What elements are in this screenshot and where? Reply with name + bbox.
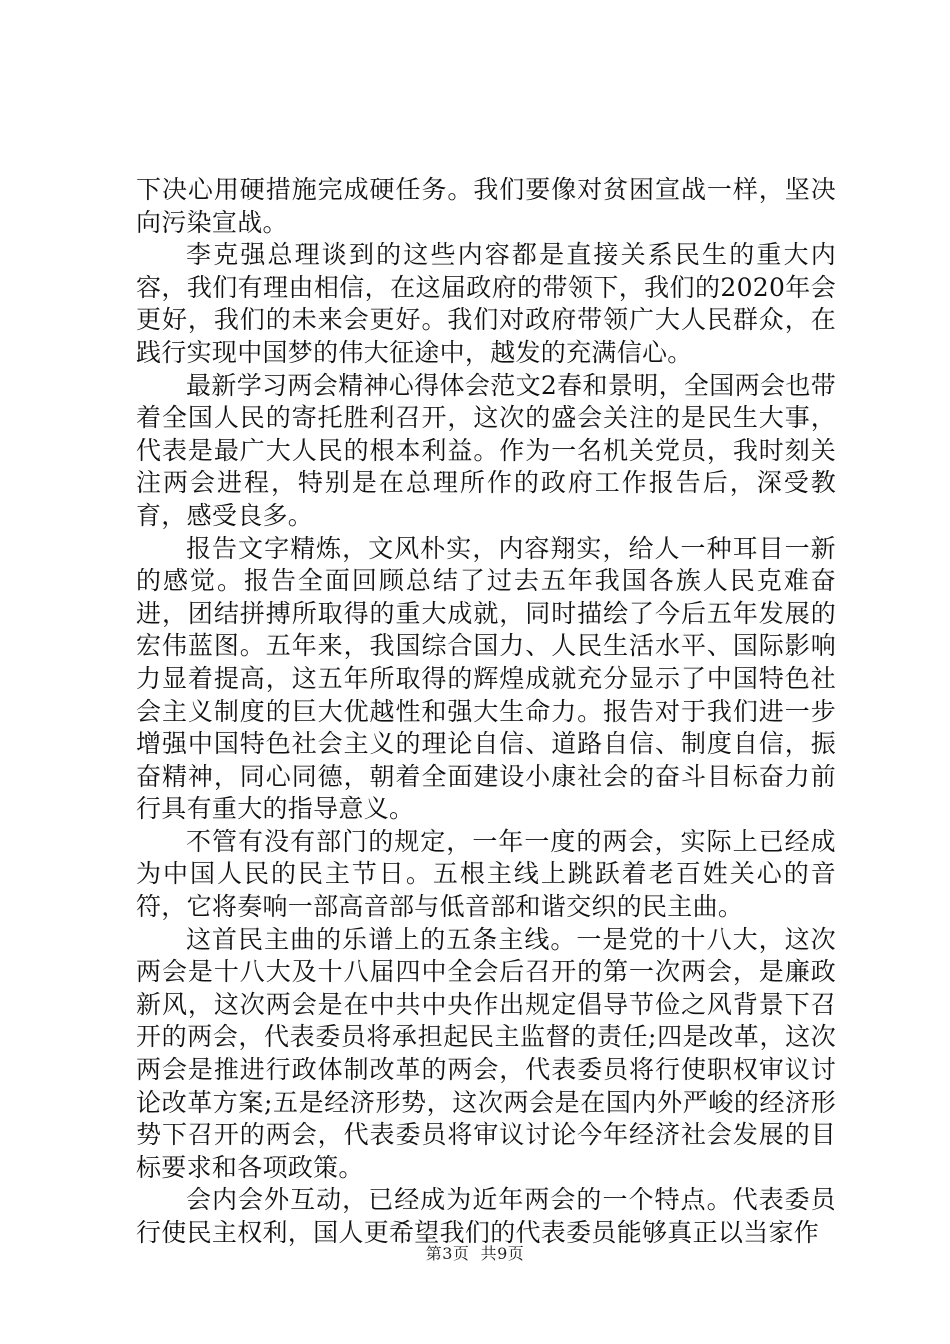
footer-separator	[469, 1244, 480, 1263]
paragraph-5: 不管有没有部门的规定，一年一度的两会，实际上已经成为中国人民的民主节日。五根主线上跳跃着老百姓关心的音符，它将奏响一部高音部与低音部和谐交织的民主曲。	[136, 826, 836, 922]
paragraph-7: 会内会外互动，已经成为近年两会的一个特点。代表委员行使民主权利，国人更希望我们的代表委员能够真正以当家作	[136, 1185, 836, 1247]
paragraph-2: 李克强总理谈到的这些内容都是直接关系民生的重大内容，我们有理由相信，在这届政府的带领下，我们的2020年会更好，我们的未来会更好。我们对政府带领广大人民群众，在践行实现中国梦的伟大征途中，越发的充满信心。	[136, 240, 836, 367]
paragraph-6: 这首民主曲的乐谱上的五条主线。一是党的十八大，这次两会是十八大及十八届四中全会后召开的第一次两会，是廉政新风，这次两会是在中共中央作出规定倡导节俭之风背景下召开的两会，代表委员将承担起民主监督的责任;四是改革，这次两会是推进行政体制改革的两会，代表委员将行使职权审议讨论改革方案;五是经济形势，这次两会是在国内外严峻的经济形势下召开的两会，代表委员将审议讨论今年经济社会发展的目标要求和各项政策。	[136, 924, 836, 1182]
document-body	[136, 174, 836, 1250]
page-footer	[0, 1244, 950, 1264]
paragraph-1: 下决心用硬措施完成硬任务。我们要像对贫困宣战一样，坚决向污染宣战。	[136, 175, 836, 237]
page-number: 第3页	[425, 1244, 470, 1263]
paragraph-3: 最新学习两会精神心得体会范文2春和景明，全国两会也带着全国人民的寄托胜利召开，这次的盛会关注的是民生大事，代表是最广大人民的根本利益。作为一名机关党员，我时刻关注两会进程，特别是在总理所作的政府工作报告后，深受教育，感受良多。	[136, 370, 836, 530]
paragraph-4: 报告文字精炼，文风朴实，内容翔实，给人一种耳目一新的感觉。报告全面回顾总结了过去五年我国各族人民克难奋进，团结拼搏所取得的重大成就，同时描绘了今后五年发展的宏伟蓝图。五年来，我国综合国力、人民生活水平、国际影响力显着提高，这五年所取得的辉煌成就充分显示了中国特色社会主义制度的巨大优越性和强大生命力。报告对于我们进一步增强中国特色社会主义的理论自信、道路自信、制度自信，振奋精神，同心同德，朝着全面建设小康社会的奋斗目标奋力前行具有重大的指导意义。	[136, 533, 836, 824]
page-total: 共9页	[480, 1244, 525, 1263]
